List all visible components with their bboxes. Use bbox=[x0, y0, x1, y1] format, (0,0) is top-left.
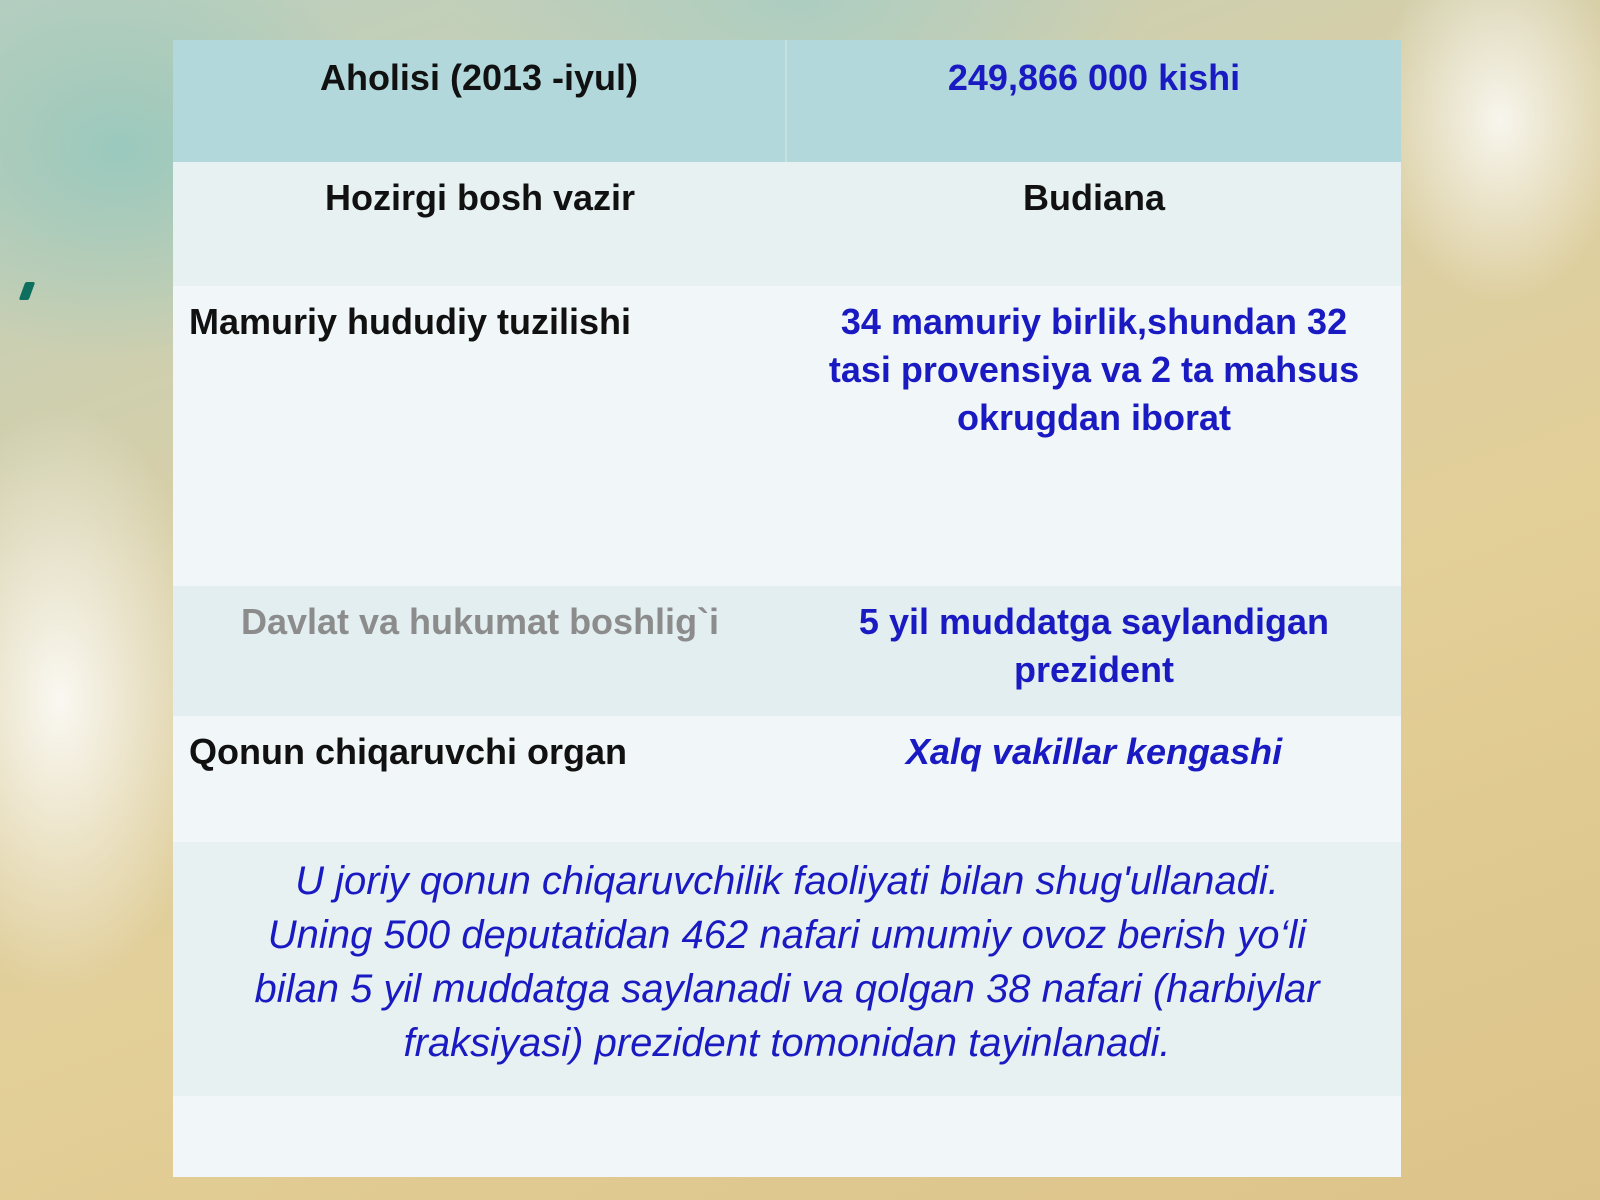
table-row-head-of-state bbox=[173, 586, 1401, 716]
table-row-legislature bbox=[173, 716, 1401, 842]
administrative-division-value: 34 mamuriy birlik,shundan 32 tasi provensiya va 2 ta mahsus okrugdan iborat bbox=[828, 301, 1360, 438]
legislature-value: Xalq vakillar kengashi bbox=[905, 731, 1283, 772]
description-line: bilan 5 yil muddatga saylanadi va qolgan 38 nafari (harbiylar bbox=[254, 967, 1320, 1011]
legislature-description bbox=[173, 854, 1401, 1070]
prime-minister-label: Hozirgi bosh vazir bbox=[324, 177, 636, 218]
description-line: Uning 500 deputatidan 462 nafari umumiy ovoz berish yo‘li bbox=[267, 913, 1307, 957]
head-of-state-value: 5 yil muddatga saylandigan prezident bbox=[858, 601, 1330, 690]
table-row-description bbox=[173, 842, 1401, 1096]
table-row-prime-minister bbox=[173, 162, 1401, 286]
slide-decoration-mark bbox=[19, 282, 36, 300]
prime-minister-value: Budiana bbox=[1022, 177, 1165, 218]
table-row-empty bbox=[173, 1096, 1401, 1177]
table-row-population bbox=[173, 40, 1401, 162]
table-row-administrative-division bbox=[173, 286, 1401, 586]
description-line: U joriy qonun chiqaruvchilik faoliyati bilan shug'ullanadi. bbox=[295, 859, 1279, 903]
info-table bbox=[173, 40, 1401, 1177]
head-of-state-label: Davlat va hukumat boshlig`i bbox=[240, 601, 720, 642]
description-line: fraksiyasi) prezident tomonidan tayinlanadi. bbox=[403, 1021, 1171, 1065]
population-value: 249,866 000 kishi bbox=[947, 57, 1241, 98]
population-label: Aholisi (2013 -iyul) bbox=[173, 40, 787, 162]
legislature-label: Qonun chiqaruvchi organ bbox=[189, 731, 628, 772]
administrative-division-label: Mamuriy hududiy tuzilishi bbox=[189, 301, 632, 342]
